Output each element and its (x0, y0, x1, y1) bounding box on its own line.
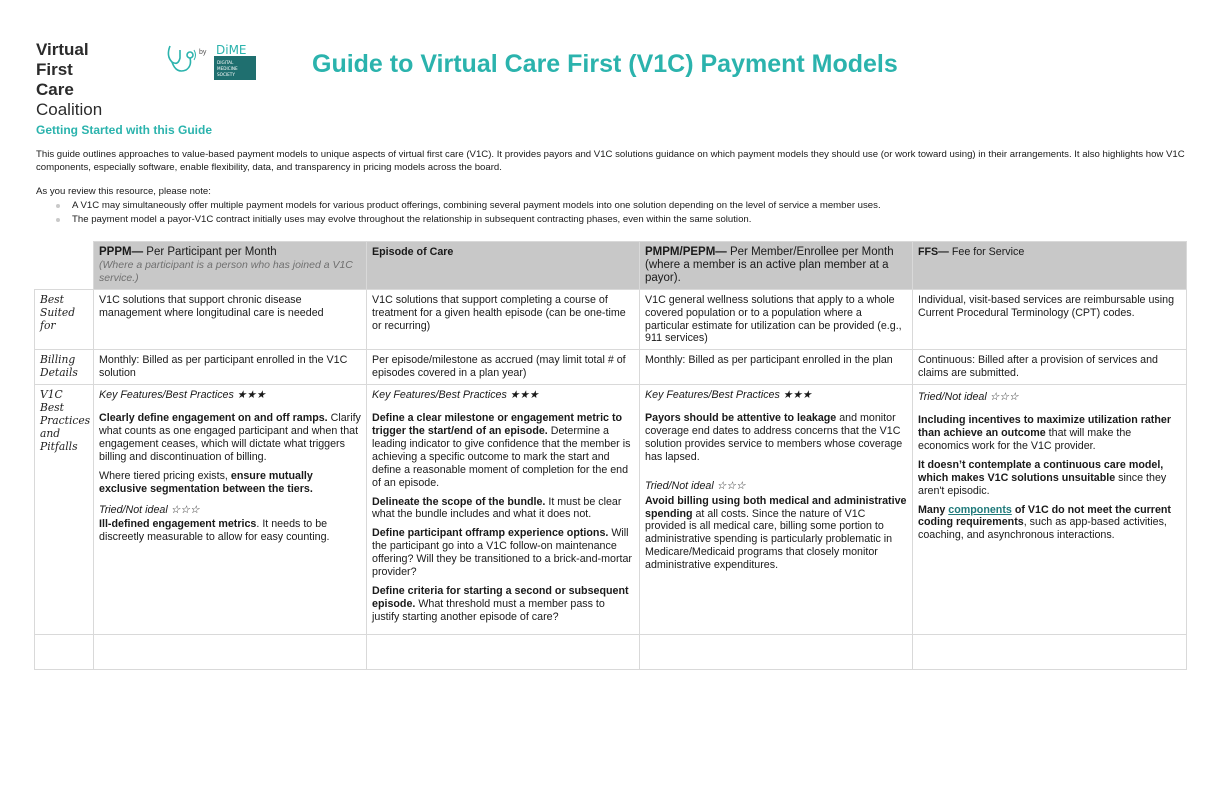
cell-best-suited-episode: V1C solutions that support completing a course of treatment for a given health episode (can be one-time or recurring) (367, 289, 640, 350)
cell-features-pmpm (640, 385, 913, 635)
logo-care: Care (36, 80, 74, 99)
list-item: A V1C may simultaneously offer multiple payment models for various product offerings, combining several payment models into one solution depending on the level of service a member uses. (54, 199, 881, 213)
pitfall-text: . It needs to be discreetly measurable to allow for easy counting. (99, 518, 330, 544)
tried-label: Tried/Not ideal ☆☆☆ (99, 503, 200, 516)
intro-paragraph: This guide outlines approaches to value-based payment models to unique aspects of virtual first care (V1C). It provides payors and V1C solutions guidance on which payment models they should use (or work toward using) in their arrangements. It also highlights how V1C components, especially software, enable flexibility, data, and transparency in pricing models across the board. (36, 149, 1185, 173)
key-features-label: Key Features/Best Practices ★★★ (372, 389, 539, 402)
pitfall-text: at all costs. Since the nature of V1C provided is all medical care, billing some portion to administrative spending is particularly problematic in Medicare/Medicaid programs that closely monitor administrative expenditures. (645, 507, 893, 572)
feature-text: It must be clear what the bundle includes and what it does not. (372, 495, 622, 521)
dime-logo (214, 42, 256, 80)
row-label-features: V1C Best Practices and Pitfalls (35, 385, 94, 635)
empty-cell (913, 634, 1187, 669)
feature-bold: Clearly define engagement on and off ramps. (99, 412, 328, 425)
header-ffs-label: Fee for Service (948, 246, 1025, 258)
tried-label: Tried/Not ideal ☆☆☆ (645, 479, 746, 492)
pitfall-paragraph (918, 504, 1181, 543)
notes-list (54, 199, 881, 227)
header-corner (35, 242, 94, 290)
cell-features-ffs (913, 385, 1187, 635)
cell-billing-ffs: Continuous: Billed after a provision of services and claims are submitted. (913, 350, 1187, 385)
cell-billing-episode: Per episode/milestone as accrued (may limit total # of episodes covered in a plan year) (367, 350, 640, 385)
feature-text: Clarify what counts as one engaged participant and when that engagement ceases, which will dictate what triggers billing and discontinuation of billing. (99, 412, 361, 463)
header-pppm (94, 242, 367, 290)
pitfall-text: , such as app-based activities, coaching, and asynchronous interactions. (918, 516, 1167, 542)
feature-bold: ensure mutually exclusive segmentation between the tiers. (99, 469, 313, 495)
pitfall-bold: Ill-defined engagement metrics (99, 518, 257, 531)
tried-label: Tried/Not ideal ☆☆☆ (918, 391, 1019, 404)
feature-text: Where tiered pricing exists, (99, 469, 231, 482)
pitfall-text: since they aren't episodic. (918, 471, 1167, 497)
empty-cell (35, 634, 94, 669)
feature-paragraph (372, 412, 634, 489)
feature-bold: Delineate the scope of the bundle. (372, 495, 546, 508)
stethoscope-icon (164, 44, 200, 76)
header-pppm-abbr: PPPM— (99, 246, 144, 258)
dime-mark: DiME (216, 43, 247, 57)
feature-bold: Define participant offramp experience options. (372, 527, 609, 540)
header-episode (367, 242, 640, 290)
empty-cell (640, 634, 913, 669)
cell-best-suited-pppm: V1C solutions that support chronic disease management where longitudinal care is needed (94, 289, 367, 350)
pitfall-bold: of V1C do not meet the current coding requirements (918, 503, 1171, 529)
pitfall-bold: Avoid billing using both medical and administrative spending (645, 494, 907, 520)
svg-text:DIGITAL: DIGITAL (217, 60, 234, 65)
key-features-label: Key Features/Best Practices ★★★ (645, 389, 812, 402)
header-pppm-note: (Where a participant is a person who has joined a V1C service.) (99, 258, 353, 284)
svg-text:SOCIETY: SOCIETY (217, 72, 235, 77)
pitfall-bold: Including incentives to maximize utilization rather than achieve an outcome (918, 414, 1171, 439)
cell-billing-pmpm: Monthly: Billed as per participant enrolled in the plan (640, 350, 913, 385)
table-row (35, 289, 1187, 350)
table-row-empty (35, 634, 1187, 669)
review-lead: As you review this resource, please note: (36, 186, 211, 197)
table-row (35, 385, 1187, 635)
header-episode-label: Episode of Care (372, 246, 454, 258)
header-pmpm-label: Per Member/Enrollee per Month (where a member is an active plan member at a payor). (645, 246, 894, 284)
payment-models-table (34, 241, 1187, 670)
feature-paragraph (99, 470, 361, 496)
svg-text:MEDICINE: MEDICINE (217, 66, 238, 71)
pitfall-paragraph (645, 495, 907, 572)
logo-coalition: Coalition (36, 100, 103, 119)
empty-cell (94, 634, 367, 669)
cell-features-episode (367, 385, 640, 635)
feature-text: Will the participant go into a V1C follow-on maintenance offering? Will they be transitioned to a brick-and-mortar provider? (372, 527, 632, 579)
logo-wordmark (36, 40, 102, 120)
feature-paragraph (372, 585, 634, 624)
pitfall-bold: Many (918, 503, 949, 516)
feature-paragraph (372, 527, 634, 579)
table-header-row (35, 242, 1187, 290)
page-title: Guide to Virtual Care First (V1C) Payment Models (312, 50, 898, 78)
components-link[interactable]: components (948, 503, 1012, 516)
pitfall-bold: It doesn’t contemplate a continuous care model, which makes V1C solutions unsuitable (918, 458, 1164, 484)
header-pppm-label: Per Participant per Month (143, 246, 277, 258)
empty-cell (367, 634, 640, 669)
header-pmpm (640, 242, 913, 290)
row-label-best-suited: Best Suited for (35, 289, 94, 350)
feature-paragraph (645, 412, 907, 464)
section-heading: Getting Started with this Guide (36, 123, 213, 137)
feature-text: and monitor coverage end dates to address concerns that the V1C solution provides service to members whose coverage has lapsed. (645, 412, 903, 463)
row-label-billing: Billing Details (35, 350, 94, 385)
cell-best-suited-pmpm: V1C general wellness solutions that apply to a whole covered population or to a population where a particular estimate for utilization can be provided (e.g., 911 services) (640, 289, 913, 350)
feature-text: Determine a leading indicator to give confidence that the member is achieving a specific outcome to mark the start and define a reasonable moment of completion for the end of an episode. (372, 424, 631, 489)
feature-paragraph (372, 496, 634, 522)
feature-bold: Define criteria for starting a second or subsequent episode. (372, 584, 629, 610)
pitfall-paragraph (918, 414, 1181, 453)
cell-billing-pppm: Monthly: Billed as per participant enrolled in the V1C solution (94, 350, 367, 385)
header-pmpm-abbr: PMPM/PEPM— (645, 246, 727, 258)
feature-bold: Define a clear milestone or engagement metric to trigger the start/end of an episode. (372, 412, 623, 437)
logo-by: by (199, 49, 207, 56)
pitfall-paragraph (99, 518, 361, 544)
cell-best-suited-ffs: Individual, visit-based services are reimbursable using Current Procedural Terminology (CPT) codes. (913, 289, 1187, 350)
list-item: The payment model a payor-V1C contract initially uses may evolve throughout the relationship in subsequent contracting phases, even within the same solution. (54, 213, 881, 227)
pitfall-paragraph (918, 459, 1181, 498)
header-ffs-abbr: FFS— (918, 246, 949, 258)
key-features-label: Key Features/Best Practices ★★★ (99, 389, 266, 402)
cell-features-pppm (94, 385, 367, 635)
feature-paragraph (99, 412, 361, 464)
logo-line1: Virtual First (36, 40, 89, 79)
feature-text: What threshold must a member pass to justify starting another episode of care? (372, 597, 605, 623)
header-ffs (913, 242, 1187, 290)
table-row (35, 350, 1187, 385)
feature-bold: Payors should be attentive to leakage (645, 412, 837, 425)
pitfall-text: that will make the economics work for the V1C provider. (918, 426, 1132, 452)
